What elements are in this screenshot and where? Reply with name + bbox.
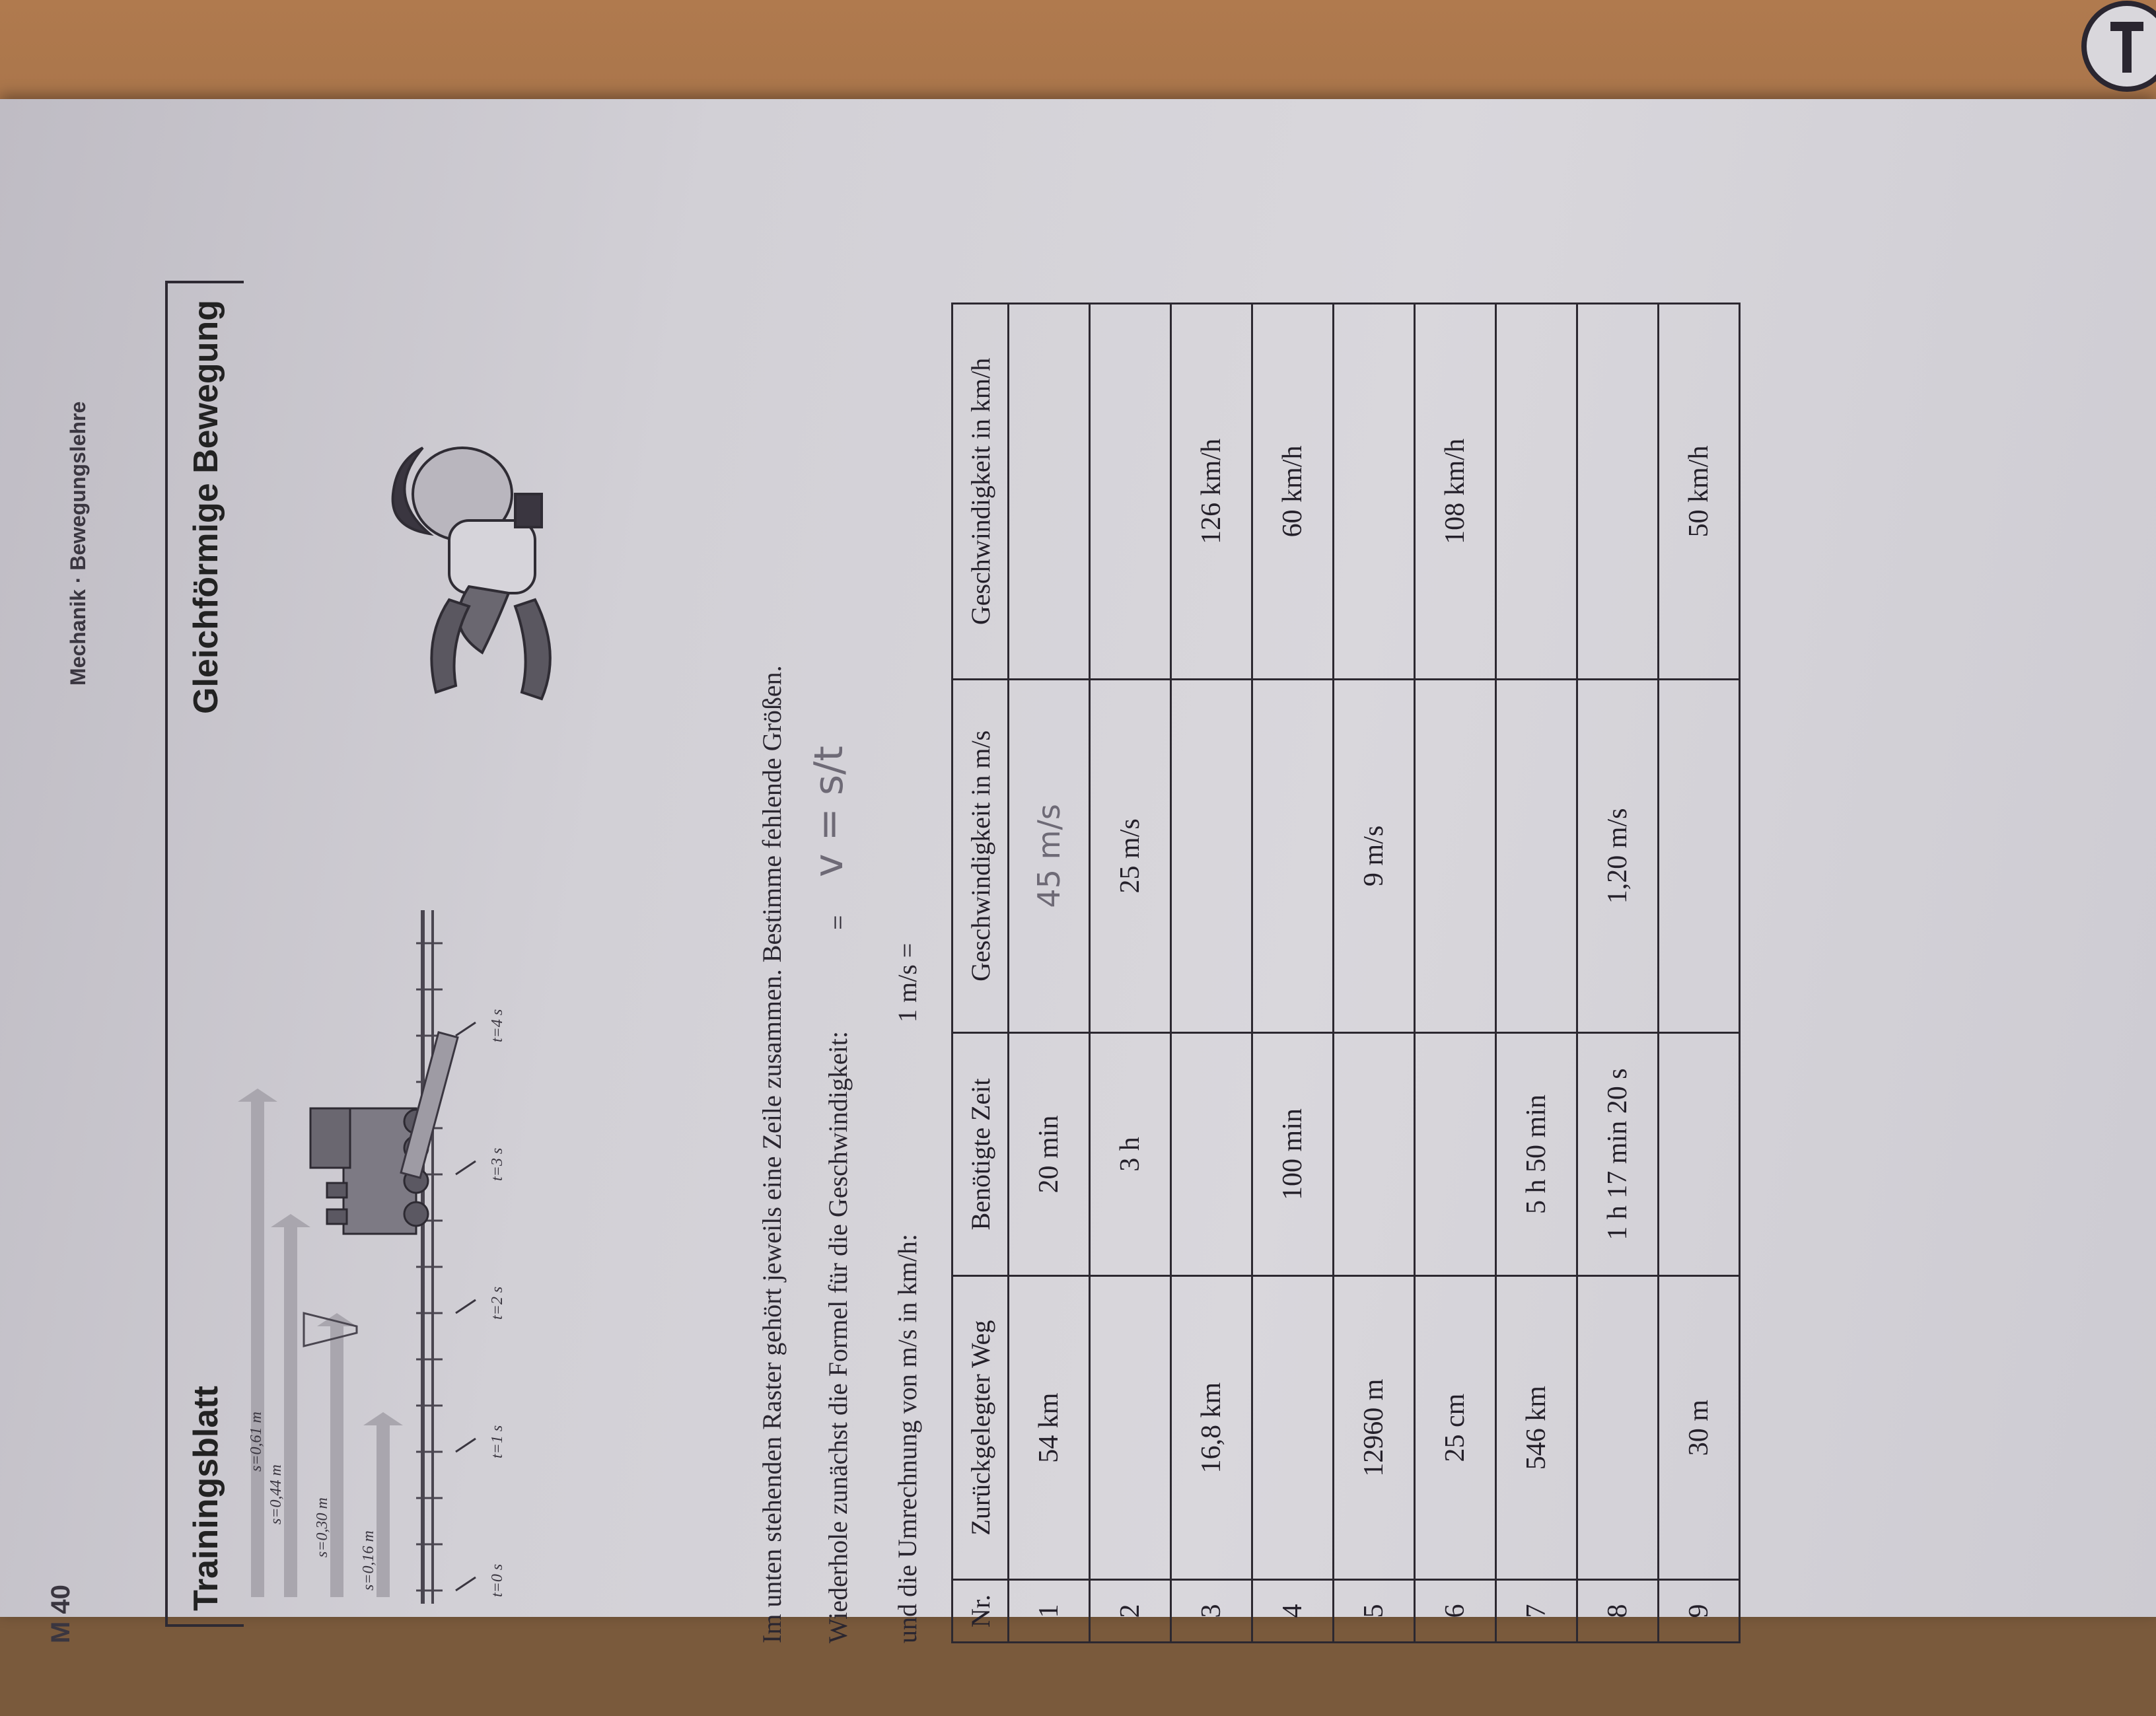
cell-zeit: 3 h xyxy=(1090,1032,1171,1275)
cell-ms[interactable] xyxy=(1415,679,1496,1032)
cell-weg[interactable] xyxy=(1577,1276,1659,1580)
cell-nr: 8 xyxy=(1577,1580,1659,1643)
train-track-figure xyxy=(248,877,661,1604)
table-row xyxy=(1252,304,1334,1643)
cell-ms: 25 m/s xyxy=(1090,679,1171,1032)
handwritten-answer: 45 m/s xyxy=(1031,804,1067,908)
header-nr: Nr. xyxy=(952,1580,1009,1643)
cell-zeit: 1 h 17 min 20 s xyxy=(1577,1032,1659,1275)
header-kmh: Geschwindigkeit in km/h xyxy=(952,304,1009,680)
cell-weg: 546 km xyxy=(1496,1276,1577,1580)
cell-zeit: 5 h 50 min xyxy=(1496,1032,1577,1275)
conversion-value: 1 m/s = xyxy=(892,943,922,1022)
cell-ms: 9 m/s xyxy=(1334,679,1415,1032)
cell-zeit[interactable] xyxy=(1659,1032,1740,1275)
cell-nr: 2 xyxy=(1090,1580,1171,1643)
speed-table xyxy=(951,303,1741,1643)
cell-kmh[interactable] xyxy=(1496,304,1577,680)
title-banner xyxy=(165,281,244,1627)
cell-kmh[interactable] xyxy=(1334,304,1415,680)
cell-nr: 7 xyxy=(1496,1580,1577,1643)
cell-kmh[interactable] xyxy=(1090,304,1171,680)
pencil-icon xyxy=(401,1032,458,1178)
cell-kmh: 126 km/h xyxy=(1171,304,1252,680)
cell-weg: 30 m xyxy=(1659,1276,1740,1580)
left-title: Trainingsblatt xyxy=(187,1386,225,1611)
table-row xyxy=(1577,304,1659,1643)
table-row xyxy=(1334,304,1415,1643)
cell-zeit: 100 min xyxy=(1252,1032,1334,1275)
cell-zeit: 20 min xyxy=(1009,1032,1090,1275)
cell-nr: 6 xyxy=(1415,1580,1496,1643)
time-label-5: t=4 s xyxy=(489,1009,506,1042)
cell-nr: 1 xyxy=(1009,1580,1090,1643)
header-weg: Zurückgelegter Weg xyxy=(952,1276,1009,1580)
binder-ring-icon xyxy=(2074,0,2156,112)
cell-ms[interactable] xyxy=(1659,679,1740,1032)
time-label-3: t=2 s xyxy=(489,1286,506,1320)
cell-nr: 4 xyxy=(1252,1580,1334,1643)
instruction-line-1: Im unten stehenden Raster gehört jeweils eine Zeile zusammen. Bestimme fehlende Größen. xyxy=(757,665,787,1643)
distance-label-1: s=0,16 m xyxy=(360,1530,377,1591)
handwritten-formula: v = s/t xyxy=(806,746,852,877)
cell-kmh[interactable] xyxy=(1009,304,1090,680)
time-label-4: t=3 s xyxy=(489,1147,506,1181)
cell-weg: 25 cm xyxy=(1415,1276,1496,1580)
page-number: M 40 xyxy=(46,1585,75,1643)
time-label-2: t=1 s xyxy=(489,1425,506,1458)
table-row xyxy=(1496,304,1577,1643)
formula-prompt: Wiederhole zunächst die Formel für die Geschwindigkeit: xyxy=(823,1031,853,1643)
cell-ms[interactable] xyxy=(1252,679,1334,1032)
cell-zeit[interactable] xyxy=(1415,1032,1496,1275)
conversion-prompt: und die Umrechnung von m/s in km/h: xyxy=(892,1234,922,1643)
cell-kmh[interactable] xyxy=(1577,304,1659,680)
table-row xyxy=(1659,304,1740,1643)
section-label: Mechanik · Bewegungslehre xyxy=(66,401,90,686)
cell-zeit[interactable] xyxy=(1334,1032,1415,1275)
cell-zeit[interactable] xyxy=(1171,1032,1252,1275)
cell-ms[interactable] xyxy=(1496,679,1577,1032)
boy-with-camera-illustration xyxy=(370,395,634,725)
distance-label-2: s=0,30 m xyxy=(314,1497,331,1557)
time-markers xyxy=(456,1022,476,1591)
cell-weg: 12960 m xyxy=(1334,1276,1415,1580)
worksheet-content xyxy=(0,99,2156,1716)
cell-ms[interactable] xyxy=(1009,679,1090,1032)
table-header-row xyxy=(952,304,1009,1643)
cell-nr: 9 xyxy=(1659,1580,1740,1643)
worksheet-paper xyxy=(0,99,2156,1643)
cell-weg[interactable] xyxy=(1090,1276,1171,1580)
formula-equals: = xyxy=(823,915,853,930)
distance-label-3: s=0,44 m xyxy=(268,1464,285,1524)
table-row xyxy=(1009,304,1090,1643)
distance-label-4: s=0,61 m xyxy=(248,1412,265,1472)
time-label-1: t=0 s xyxy=(489,1563,506,1597)
cell-weg: 16,8 km xyxy=(1171,1276,1252,1580)
header-zeit: Benötigte Zeit xyxy=(952,1032,1009,1275)
measure-arrow-3 xyxy=(271,1214,310,1597)
cell-weg: 54 km xyxy=(1009,1276,1090,1580)
header-ms: Geschwindigkeit in m/s xyxy=(952,679,1009,1032)
table-row xyxy=(1090,304,1171,1643)
cell-ms: 1,20 m/s xyxy=(1577,679,1659,1032)
cell-nr: 5 xyxy=(1334,1580,1415,1643)
right-title: Gleichförmige Bewegung xyxy=(187,300,225,714)
table-row xyxy=(1415,304,1496,1643)
cell-kmh: 50 km/h xyxy=(1659,304,1740,680)
table-row xyxy=(1171,304,1252,1643)
cell-nr: 3 xyxy=(1171,1580,1252,1643)
cell-ms[interactable] xyxy=(1171,679,1252,1032)
cell-weg[interactable] xyxy=(1252,1276,1334,1580)
cell-kmh: 108 km/h xyxy=(1415,304,1496,680)
cell-kmh: 60 km/h xyxy=(1252,304,1334,680)
